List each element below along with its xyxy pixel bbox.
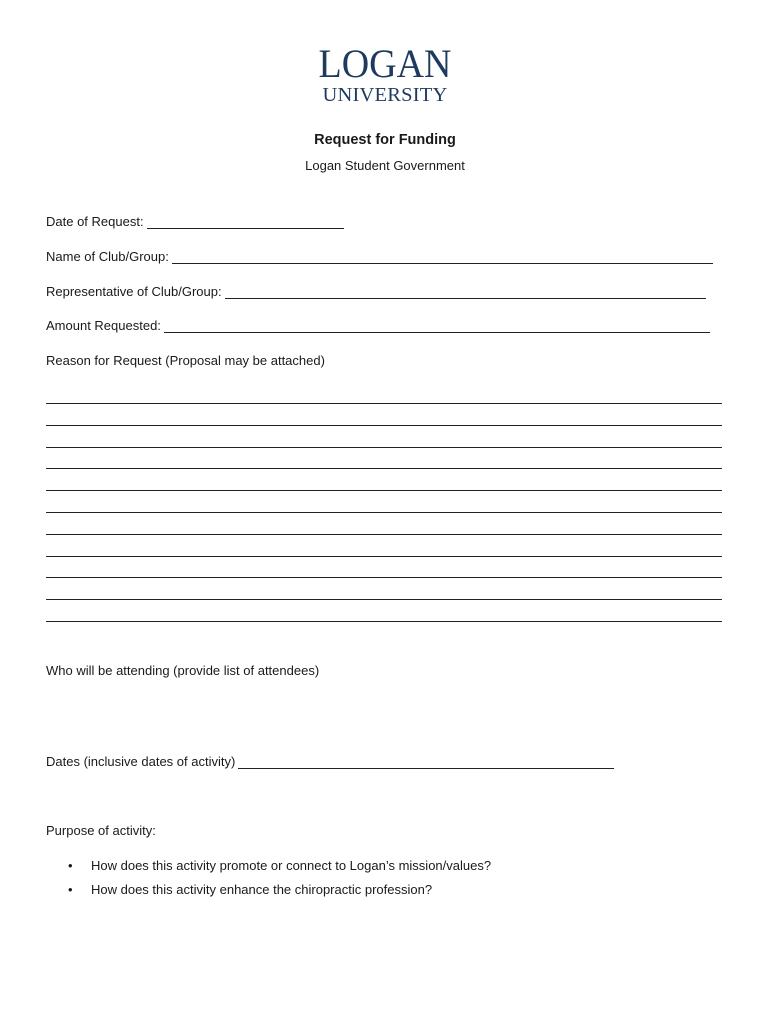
reason-line[interactable] (46, 468, 722, 469)
purpose-label: Purpose of activity: (46, 823, 156, 838)
activity-dates-input[interactable] (238, 756, 614, 769)
reason-line[interactable] (46, 599, 722, 600)
reason-line[interactable] (46, 425, 722, 426)
reason-label: Reason for Request (Proposal may be attached) (46, 353, 325, 368)
representative-input[interactable] (225, 286, 706, 299)
purpose-question: How does this activity promote or connect to Logan’s mission/values? (91, 858, 492, 873)
bullet-icon: • (68, 858, 73, 873)
reason-line[interactable] (46, 512, 722, 513)
purpose-question: How does this activity enhance the chiropractic profession? (91, 882, 433, 897)
form-title: Request for Funding (314, 132, 456, 148)
amount-requested-label: Amount Requested: (46, 318, 161, 333)
club-name-field (46, 249, 713, 264)
club-name-input[interactable] (172, 251, 713, 264)
list-item (46, 857, 491, 881)
bullet-icon: • (68, 882, 73, 897)
club-name-label: Name of Club/Group: (46, 249, 169, 264)
amount-requested-input[interactable] (164, 320, 710, 333)
activity-dates-field (46, 754, 614, 769)
reason-line[interactable] (46, 577, 722, 578)
date-of-request-input[interactable] (147, 216, 344, 229)
form-subtitle: Logan Student Government (305, 158, 465, 173)
reason-line[interactable] (46, 447, 722, 448)
activity-dates-label: Dates (inclusive dates of activity) (46, 754, 236, 769)
representative-field (46, 284, 706, 299)
logo-wordmark: LOGAN (318, 41, 452, 86)
date-of-request-label: Date of Request: (46, 214, 144, 229)
reason-line[interactable] (46, 556, 722, 557)
amount-requested-field (46, 318, 710, 333)
reason-line[interactable] (46, 490, 722, 491)
reason-line[interactable] (46, 534, 722, 535)
attendees-label: Who will be attending (provide list of attendees) (46, 663, 320, 678)
representative-label: Representative of Club/Group: (46, 284, 222, 299)
date-of-request-field (46, 214, 344, 229)
list-item (46, 881, 491, 905)
reason-line[interactable] (46, 403, 722, 404)
logan-university-logo (0, 41, 770, 106)
purpose-question-list (46, 857, 491, 905)
reason-line[interactable] (46, 621, 722, 622)
logo-subtitle: UNIVERSITY (322, 84, 448, 106)
